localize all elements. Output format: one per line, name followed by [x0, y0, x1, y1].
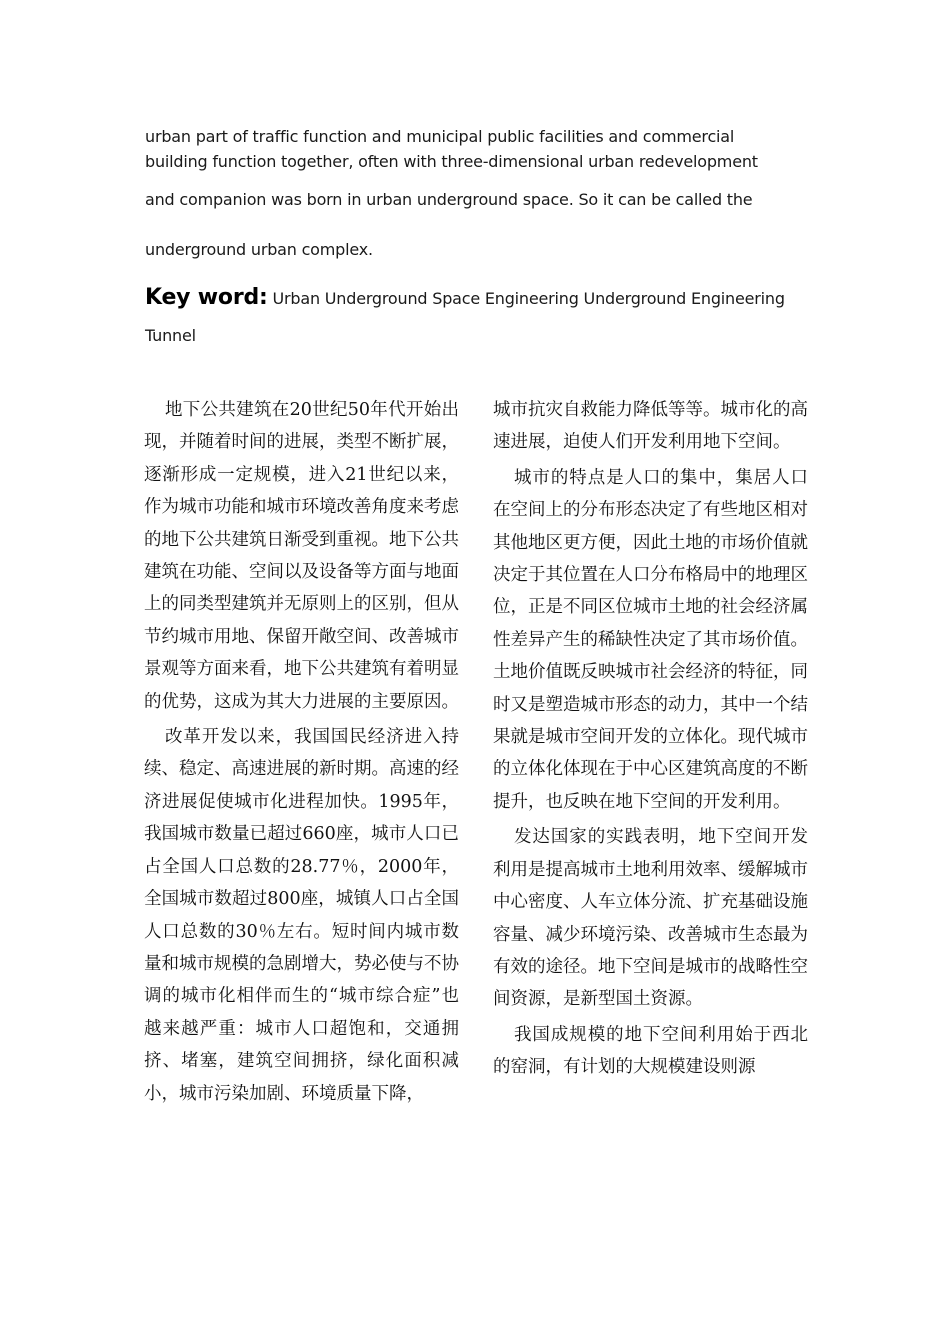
abstract-line-1: urban part of traffic function and municipal public facilities and commercial	[145, 127, 735, 146]
abstract-line-2: building function together, often with three-dimensional urban redevelopment	[145, 152, 758, 171]
body-paragraph: 城市抗灾自救能力降低等等。城市化的高速进展，迫使人们开发利用地下空间。	[493, 400, 808, 453]
keywords-line-1	[145, 285, 815, 310]
body-paragraph: 地下公共建筑在20世纪50年代开始出现，并随着时间的进展，类型不断扩展，逐渐形成一定规模，进入21世纪以来，作为城市功能和城市环境改善角度来考虑的地下公共建筑日渐受到重视。地下公共建筑在功能、空间以及设备等方面与地面上的同类型建筑并无原则上的区别，但从节约城市用地、保留开敞空间、改善城市景观等方面来看，地下公共建筑有着明显的优势，这成为其大力进展的主要原因。	[144, 400, 459, 712]
body-paragraph: 城市的特点是人口的集中，集居人口在空间上的分布形态决定了有些地区相对其他地区更方便，因此土地的市场价值就决定于其位置在人口分布格局中的地理区位，正是不同区位城市土地的社会经济属性差异产生的稀缺性决定了其市场价值。土地价值既反映城市社会经济的特征，同时又是塑造城市形态的动力，其中一个结果就是城市空间开发的立体化。现代城市的立体化体现在于中心区建筑高度的不断提升，也反映在地下空间的开发利用。	[493, 467, 808, 812]
body-column-right	[493, 394, 808, 1084]
keywords-heading: Key word:	[145, 285, 268, 310]
body-paragraph: 发达国家的实践表明，地下空间开发利用是提高城市土地利用效率、缓解城市中心密度、人车立体分流、扩充基础设施容量、减少环境污染、改善城市生态最为有效的途径。地下空间是城市的战略性空间资源，是新型国土资源。	[493, 827, 808, 1010]
body-column-left	[144, 394, 459, 1110]
keywords-line-2: Tunnel	[145, 326, 196, 345]
body-paragraph: 改革开发以来，我国国民经济进入持续、稳定、高速进展的新时期。高速的经济进展促使城市化进程加快。1995年，我国城市数量已超过660座，城市人口已占全国人口总数的28.77％，2000年，全国城市数超过800座，城镇人口占全国人口总数的30％左右。短时间内城市数量和城市规模的急剧增大，势必使与不协调的城市化相伴而生的“城市综合症”也越来越严重：城市人口超饱和，交通拥挤、堵塞，建筑空间拥挤，绿化面积减小，城市污染加剧、环境质量下降，	[144, 727, 459, 1104]
keywords-text: Urban Underground Space Engineering Underground Engineering	[267, 289, 785, 308]
body-paragraph: 我国成规模的地下空间利用始于西北的窑洞，有计划的大规模建设则源	[493, 1024, 808, 1078]
abstract-line-4: underground urban complex.	[145, 240, 373, 259]
abstract-line-3: and companion was born in urban underground space. So it can be called the	[145, 190, 753, 209]
